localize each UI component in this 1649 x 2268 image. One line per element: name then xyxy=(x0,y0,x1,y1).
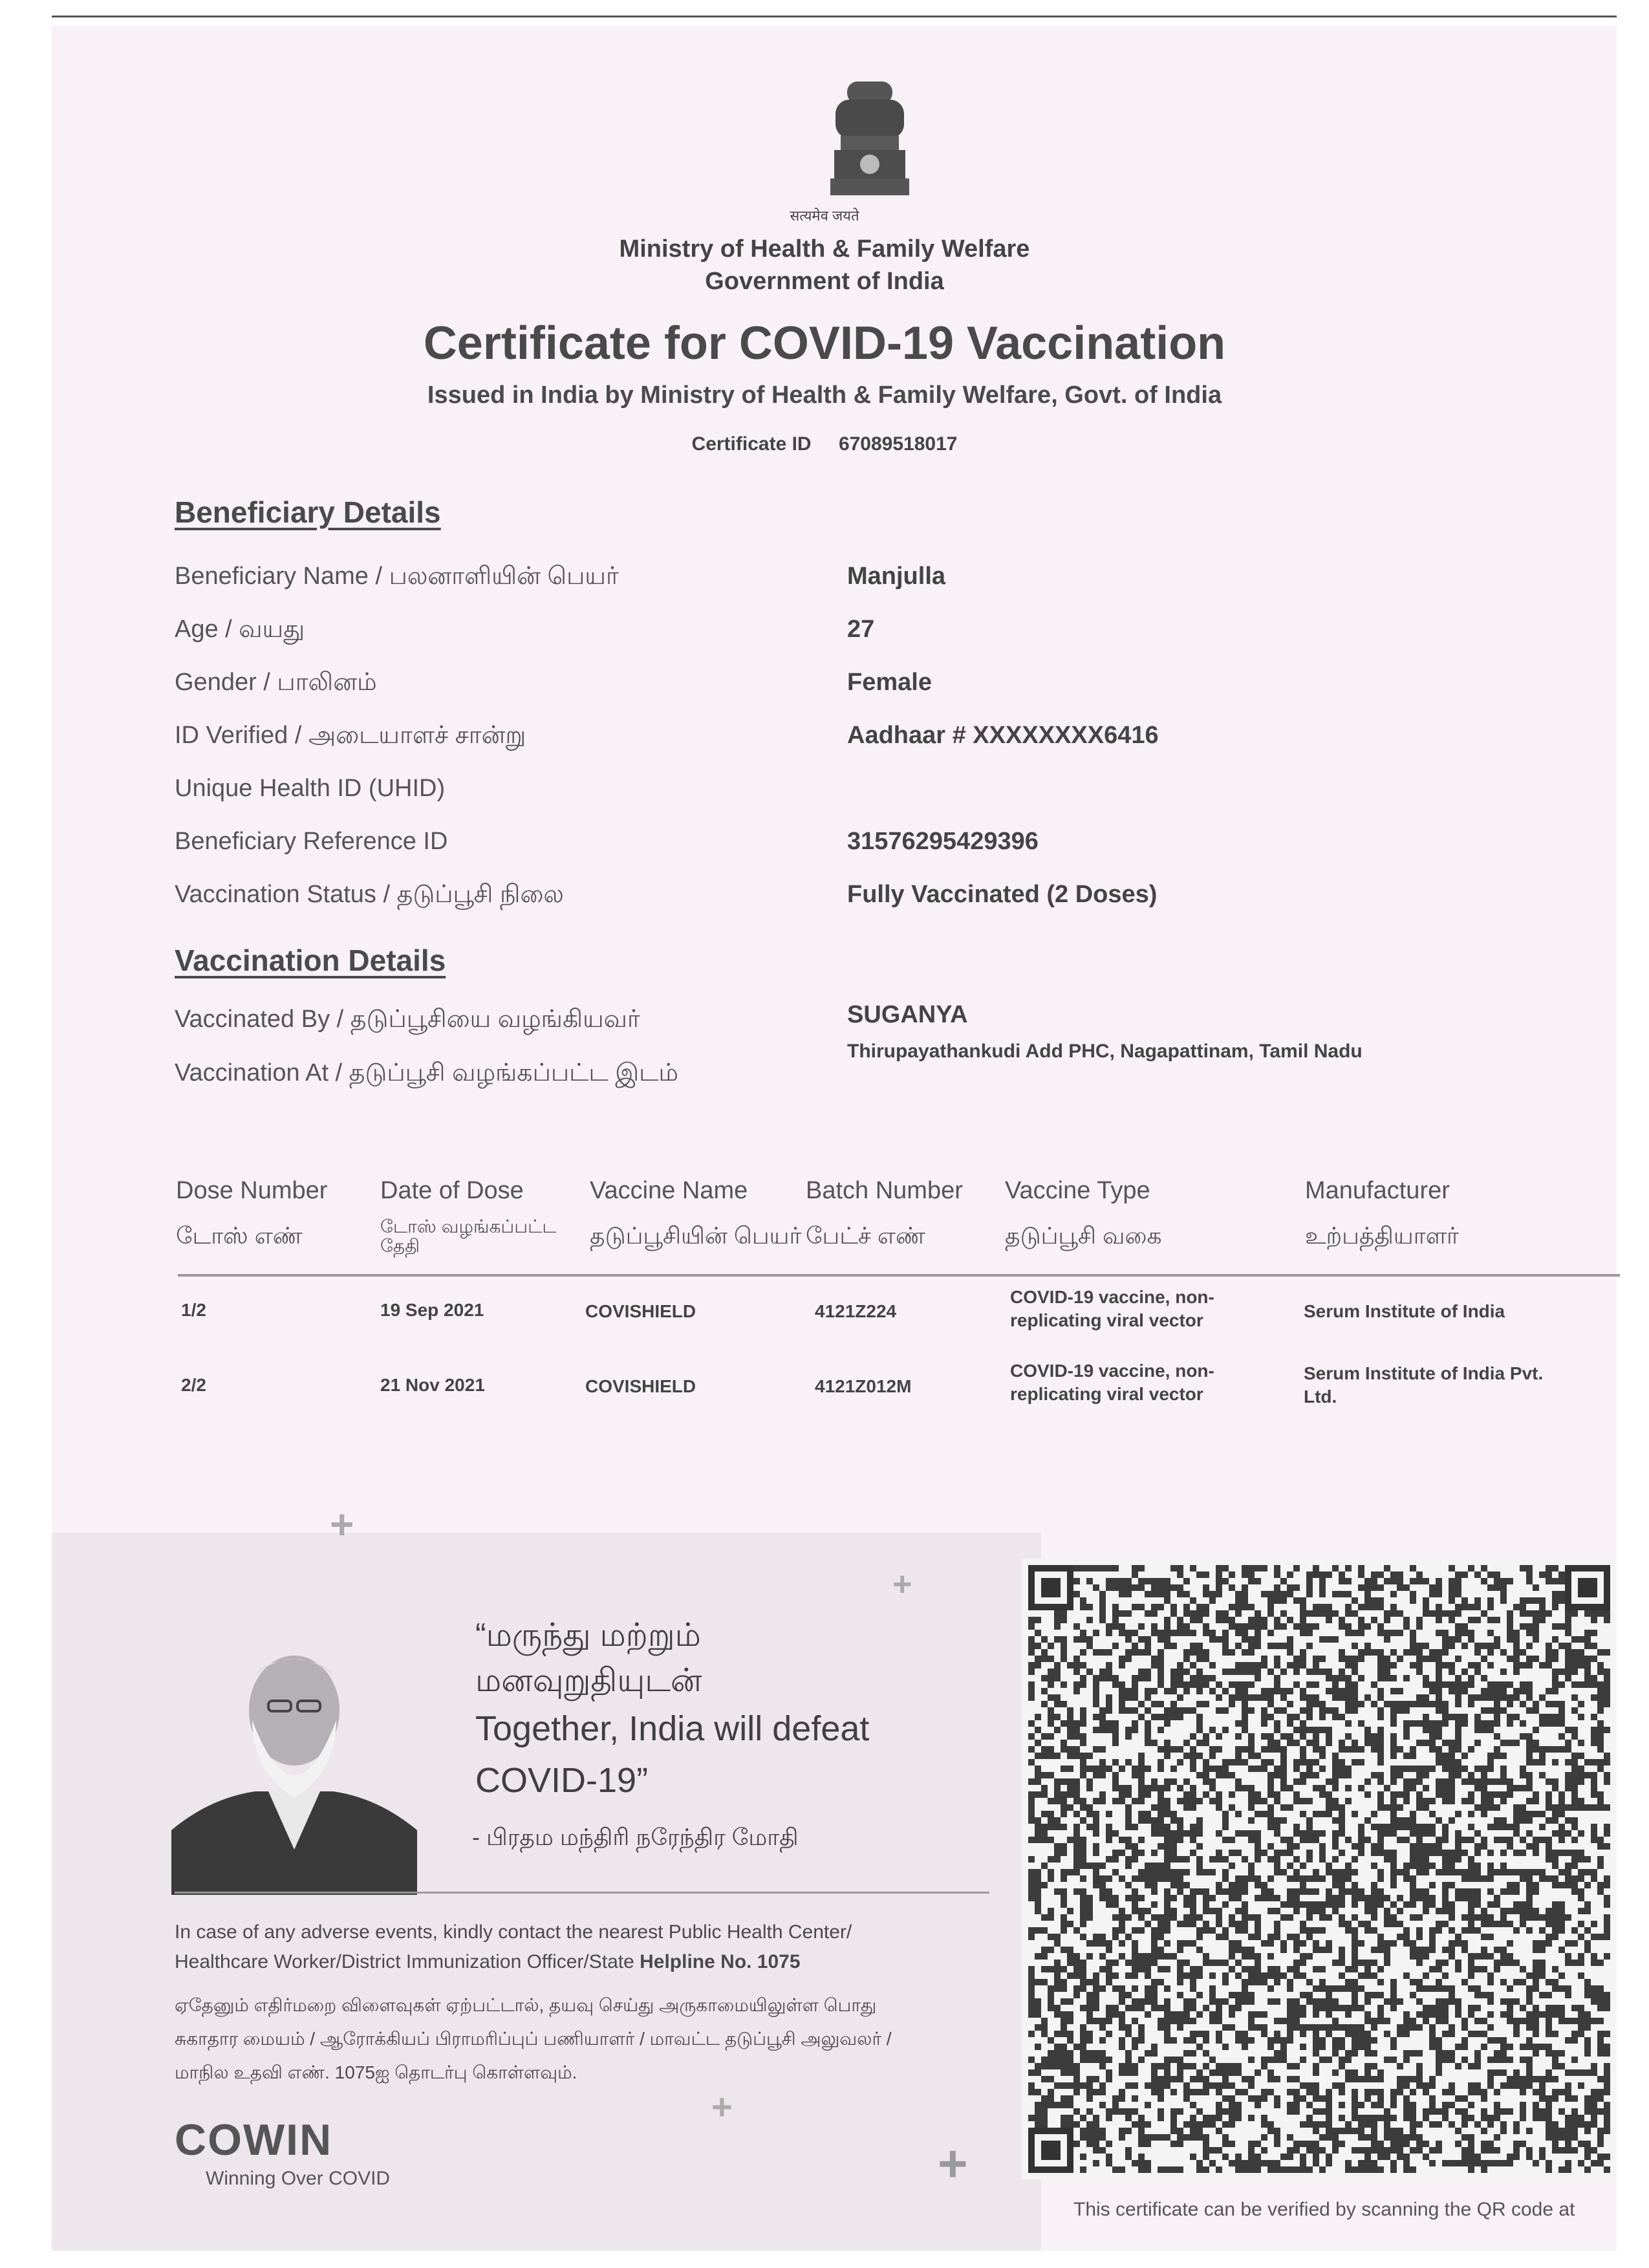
th-manufacturer: Manufacturer xyxy=(1305,1177,1450,1204)
dose-1-number: 1/2 xyxy=(181,1300,206,1320)
helpline-number: Helpline No. 1075 xyxy=(640,1951,801,1972)
th-vaccine-name-ta: தடுப்பூசியின் பெயர் xyxy=(590,1222,802,1249)
quote-tamil-2: மனவுறுதியுடன் xyxy=(475,1662,702,1698)
vaccinated-at-value: Thirupayathankudi Add PHC, Nagapattinam, Tamil Nadu xyxy=(847,1041,1363,1062)
qr-code[interactable] xyxy=(1022,1559,1617,2179)
dose-2-batch: 4121Z012M xyxy=(815,1376,912,1396)
plus-decoration-icon: + xyxy=(892,1566,912,1603)
gender-value: Female xyxy=(847,669,932,696)
table-header-rule xyxy=(178,1274,1620,1277)
th-date-of-dose-ta: டோஸ் வழங்கப்பட்ட தேதி xyxy=(380,1216,557,1256)
dose-1-vaccine: COVISHIELD xyxy=(585,1301,696,1321)
beneficiary-heading: Beneficiary Details xyxy=(175,495,441,529)
th-batch-number: Batch Number xyxy=(806,1177,963,1204)
certificate-id-value: 67089518017 xyxy=(838,433,958,455)
dose-1-batch: 4121Z224 xyxy=(815,1301,897,1321)
age-value: 27 xyxy=(847,616,875,643)
advisory-en-line-1: In case of any adverse events, kindly contact the nearest Public Health Center/ xyxy=(175,1921,852,1943)
quote-english-1: Together, India will defeat xyxy=(475,1709,870,1748)
banner-divider xyxy=(175,1892,989,1894)
page-top-border xyxy=(52,16,1617,17)
th-vaccine-name: Vaccine Name xyxy=(590,1177,748,1204)
dose-2-date: 21 Nov 2021 xyxy=(380,1375,485,1395)
dose-2-vaccine: COVISHIELD xyxy=(585,1376,696,1396)
id-verified-value: Aadhaar # XXXXXXXX6416 xyxy=(847,722,1159,749)
verify-note: This certificate can be verified by scanning the QR code at xyxy=(1073,2199,1575,2220)
advisory-tamil xyxy=(175,1989,989,2090)
th-date-of-dose: Date of Dose xyxy=(380,1177,524,1204)
th-vaccine-type-ta: தடுப்பூசி வகை xyxy=(1005,1222,1162,1249)
plus-decoration-icon: + xyxy=(330,1501,354,1548)
dose-1-date: 19 Sep 2021 xyxy=(380,1300,484,1320)
certificate-id-label: Certificate ID xyxy=(691,433,812,455)
id-verified-label: ID Verified / அடையாளச் சான்று xyxy=(175,722,526,749)
reference-id-value: 31576295429396 xyxy=(847,828,1039,855)
advisory-ta-line-2: சுகாதார மையம் / ஆரோக்கியப் பிராமரிப்புப் பணியாளர் / மாவட்ட தடுப்பூசி அலுவலர் / xyxy=(175,2029,892,2049)
age-label: Age / வயது xyxy=(175,616,305,643)
cowin-logo: COWIN xyxy=(175,2115,333,2165)
th-vaccine-type: Vaccine Type xyxy=(1005,1177,1150,1204)
advisory-en-line-2: Healthcare Worker/District Immunization Officer/State xyxy=(175,1951,640,1972)
ministry-line: Ministry of Health & Family Welfare xyxy=(619,235,1030,263)
gender-label: Gender / பாலினம் xyxy=(175,669,377,696)
certificate-title: Certificate for COVID-19 Vaccination xyxy=(423,318,1226,369)
advisory-ta-line-3: மாநில உதவி எண். 1075ஐ தொடர்பு கொள்ளவும். xyxy=(175,2062,577,2082)
vaccinated-by-label: Vaccinated By / தடுப்பூசியை வழங்கியவர் xyxy=(175,1006,640,1033)
emblem-motto: सत्यमेव जयते xyxy=(790,208,859,224)
government-line: Government of India xyxy=(705,268,944,295)
th-manufacturer-ta: உற்பத்தியாளர் xyxy=(1305,1222,1459,1249)
national-emblem-icon xyxy=(821,78,918,223)
th-dose-number-ta: டோஸ் எண் xyxy=(176,1222,303,1249)
beneficiary-name-label: Beneficiary Name / பலனாளியின் பெயர் xyxy=(175,563,619,590)
beneficiary-name-value: Manjulla xyxy=(847,563,946,590)
certificate-id xyxy=(0,433,1649,455)
th-dose-number: Dose Number xyxy=(176,1177,328,1204)
ministry-name xyxy=(0,233,1649,297)
quote-attribution: - பிரதம மந்திரி நரேந்திர மோதி xyxy=(472,1824,799,1850)
advisory-ta-line-1: ஏதேனும் எதிர்மறை விளைவுகள் ஏற்பட்டால், தயவு செய்து அருகாமையிலுள்ள பொது xyxy=(175,1995,877,2015)
vaccinated-by-value: SUGANYA xyxy=(847,1001,968,1028)
th-batch-number-ta: பேட்ச் எண் xyxy=(806,1222,925,1249)
quote-tamil-1: “மருந்து மற்றும் xyxy=(475,1617,701,1653)
vaccination-status-label: Vaccination Status / தடுப்பூசி நிலை xyxy=(175,881,564,908)
dose-2-type: COVID-19 vaccine, non-replicating viral vector xyxy=(1010,1361,1214,1404)
prime-minister-portrait xyxy=(171,1636,417,1895)
plus-decoration-icon: + xyxy=(711,2086,733,2127)
vaccination-status-value: Fully Vaccinated (2 Doses) xyxy=(847,881,1158,908)
dose-1-type: COVID-19 vaccine, non-replicating viral vector xyxy=(1010,1287,1214,1330)
dose-2-number: 2/2 xyxy=(181,1375,206,1395)
uhid-label: Unique Health ID (UHID) xyxy=(175,775,446,802)
issued-by: Issued in India by Ministry of Health & Family Welfare, Govt. of India xyxy=(427,382,1222,409)
cowin-tagline: Winning Over COVID xyxy=(206,2168,391,2189)
quote-english-2: COVID-19” xyxy=(475,1761,649,1800)
advisory-english xyxy=(175,1917,989,1977)
reference-id-label: Beneficiary Reference ID xyxy=(175,828,448,855)
vaccination-heading: Vaccination Details xyxy=(175,944,446,977)
dose-2-manufacturer: Serum Institute of India Pvt. Ltd. xyxy=(1304,1363,1544,1407)
vaccinated-at-label: Vaccination At / தடுப்பூசி வழங்கப்பட்ட இடம் xyxy=(175,1059,678,1086)
dose-1-manufacturer: Serum Institute of India xyxy=(1304,1301,1505,1321)
plus-decoration-icon: + xyxy=(938,2135,968,2192)
